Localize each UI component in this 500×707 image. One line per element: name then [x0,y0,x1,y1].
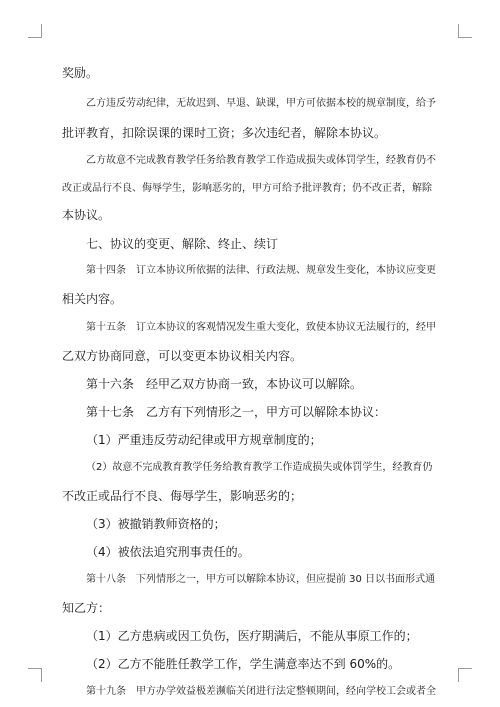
section-heading: 七、协议的变更、解除、终止、续订 [86,237,279,251]
text-line: 乙双方协商同意，可以变更本协议相关内容。 [62,349,303,363]
text-line: 知乙方： [62,601,111,615]
text-line: 第十五条 订立本协议的客观情况发生重大变化，致使本协议无法履行的，经甲 [86,322,436,333]
crop-mark-top-left-h [28,37,42,38]
text-line: （3）被撤销教师资格的； [86,517,226,531]
text-line: 本协议。 [62,208,111,222]
text-line: 奖励。 [62,66,99,80]
crop-mark-bottom-left-h [28,668,42,669]
crop-mark-top-right-h [458,37,472,38]
crop-mark-bottom-right-v [458,668,459,682]
text-line: 改正或品行不良、侮辱学生，影响恶劣的，甲方可给予批评教育；仍不改正者，解除 [62,183,432,194]
text-line: （4）被依法追究刑事责任的。 [86,545,250,559]
text-line: 乙方违反劳动纪律，无故迟到、早退、缺课，甲方可依据本校的规章制度，给予 [86,98,436,109]
crop-mark-top-left-v [41,24,42,38]
crop-mark-bottom-right-h [458,668,472,669]
text-line: （1）乙方患病或因工负伤，医疗期满后，不能从事原工作的； [86,629,418,643]
text-line: 第十七条 乙方有下列情形之一，甲方可以解除本协议： [86,405,387,419]
crop-mark-bottom-left-v [41,668,42,682]
text-line: 第十六条 经甲乙双方协商一致，本协议可以解除。 [86,377,363,391]
text-line: 乙方故意不完成教育教学任务给教育教学工作造成损失或体罚学生，经教育仍不 [86,155,436,166]
text-line: 批评教育，扣除误课的课时工资；多次违纪者，解除本协议。 [62,126,387,140]
text-line: （2）乙方不能胜任教学工作，学生满意率达不到 60%的。 [86,657,401,671]
text-line: （2）故意不完成教育教学任务给教育教学工作造成损失或体罚学生，经教育仍 [86,462,433,473]
crop-mark-top-right-v [458,24,459,38]
text-line: 不改正或品行不良、侮辱学生，影响恶劣的； [62,489,303,503]
text-line: 第十四条 订立本协议所依据的法律、行政法规、规章发生变化，本协议应变更 [86,265,436,276]
text-line: 第十八条 下列情形之一，甲方可以解除本协议，但应提前 30 日以书面形式通 [86,574,436,585]
text-line: 第十九条 甲方办学效益极差濒临关闭进行法定整顿期间，经向学校工会或者全 [86,686,436,697]
text-line: （1）严重违反劳动纪律或甲方规章制度的； [86,433,322,447]
text-line: 相关内容。 [62,292,123,306]
